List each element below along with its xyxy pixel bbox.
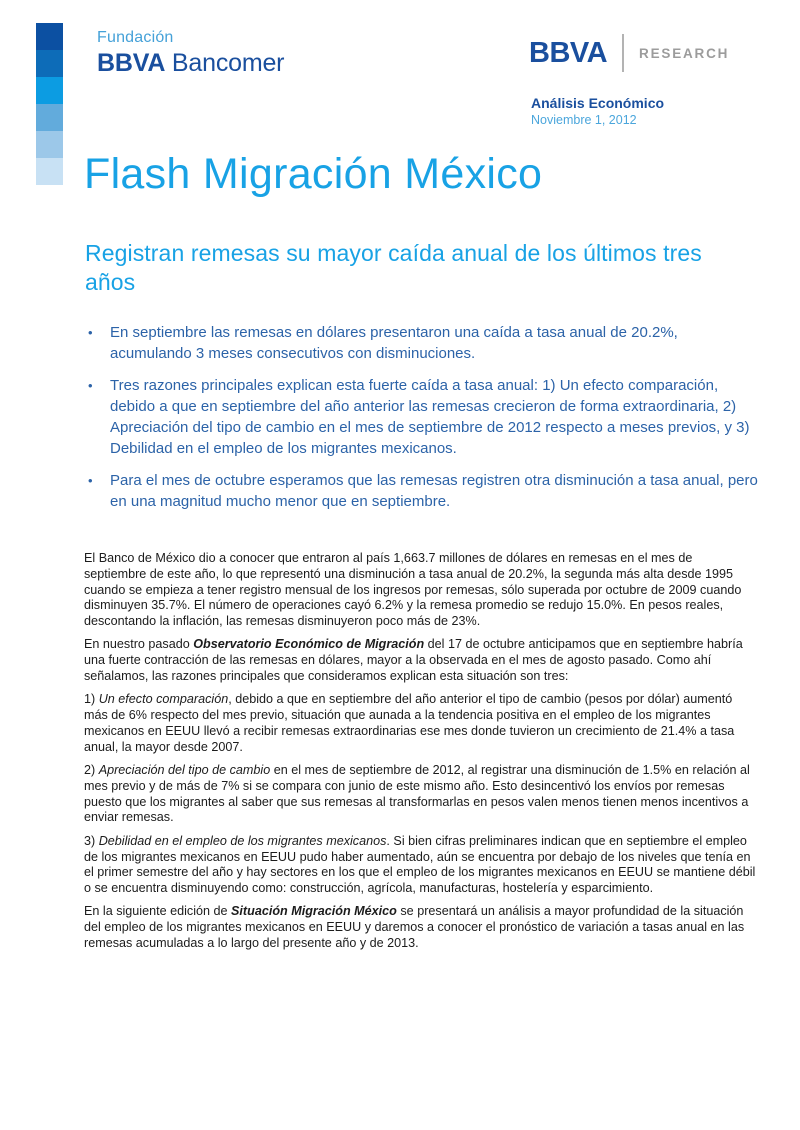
bbva-bancomer-bancomer-text: Bancomer	[165, 49, 285, 77]
key-point-item	[88, 375, 763, 459]
body-paragraph	[84, 637, 758, 684]
bbva-research-logo	[529, 34, 729, 72]
bbva-logo-text: BBVA	[529, 36, 608, 69]
key-point-text: En septiembre las remesas en dólares presentaron una caída a tasa anual de 20.2%, acumulando 3 meses consecutivos con disminuciones.	[110, 324, 678, 362]
body-paragraph	[84, 834, 758, 897]
body-text	[84, 551, 758, 959]
fundacion-label: Fundación	[97, 29, 174, 46]
key-point-item	[88, 470, 763, 512]
logo-divider	[622, 34, 624, 72]
bullet-icon: •	[88, 378, 93, 393]
document-meta	[531, 96, 664, 127]
body-paragraph	[84, 904, 758, 951]
publication-date: Noviembre 1, 2012	[531, 113, 637, 127]
paragraph-segment: Un efecto comparación	[98, 692, 229, 707]
brand-square	[36, 104, 63, 131]
page-subtitle: Registran remesas su mayor caída anual de los últimos tres años	[85, 240, 702, 295]
body-paragraph	[84, 692, 758, 755]
key-point-text: Tres razones principales explican esta fuerte caída a tasa anual: 1) Un efecto comparación, debido a que en septiembre del año anterior las remesas crecieron de forma extraordinaria, 2) Apreciación del tipo de cambio en el mes de septiembre de 2012 respecto a meses previos, y 3) Debilidad en el empleo de los migrantes mexicanos.	[110, 377, 750, 457]
paragraph-segment: 3)	[84, 833, 99, 848]
brand-square	[36, 77, 63, 104]
paragraph-segment: El Banco de México dio a conocer que entraron al país 1,663.7 millones de dólares en remesas en el mes de septiembre de este año, lo que representó una disminución a tasa anual de 20.2%, la segunda más alta desde 1995 cuando se empieza a tener registro mensual de los ingresos por remesas, sólo superada por octubre de 2009 cuando disminuyen 35.7%. El número de operaciones cayó 6.2% y la remesa promedio se redujo 15.0%. En pesos reales, descontando la inflación, las remesas disminuyeron poco más de 23%.	[84, 551, 742, 629]
paragraph-segment: en el mes de septiembre de 2012, al registrar una disminución de 1.5% en relación al mes previo y de más de 7% si se compara con junio de este mismo año. Esto desincentivó los envíos por remesas puesto que los migrantes al saber que sus remesas al transformarlas en pesos valen menos tienen menos incentivos a enviar remesas.	[84, 763, 750, 825]
paragraph-segment: 1)	[84, 692, 99, 707]
brand-square	[36, 131, 63, 158]
paragraph-segment: , debido a que en septiembre del año anterior el tipo de cambio (pesos por dólar) aumentó más de 6% respecto del mes previo, situación que aunada a la tendencia positiva en el empleo de los migrantes mexicanos en EEUU llevó a recibir remesas extraordinarias ese mes donde tuvieron un crecimiento de 21.4% a tasa anual, la mayor desde 2007.	[84, 692, 735, 754]
bullet-icon: •	[88, 473, 93, 488]
key-points-list	[88, 322, 763, 523]
body-paragraph	[84, 763, 758, 826]
key-point-text: Para el mes de octubre esperamos que las remesas registren otra disminución a tasa anual, pero en una magnitud mucho menor que en septiembre.	[110, 472, 758, 510]
section-label: Análisis Económico	[531, 95, 665, 111]
paragraph-segment: En nuestro pasado	[84, 637, 194, 652]
brand-square	[36, 23, 63, 50]
key-point-item	[88, 322, 763, 364]
paragraph-segment: del 17 de octubre anticipamos que en septiembre habría una fuerte contracción de las remesas en dólares, mayor a la observada en el mes de agosto pasado. Como ahí señalamos, las razones principales que consideramos explican esta situación son tres:	[84, 637, 743, 684]
paragraph-segment: 2)	[84, 763, 99, 778]
paragraph-segment: . Si bien cifras preliminares indican que en septiembre el empleo de los migrantes mexicanos en EEUU pudo haber aumentado, aún se encuentra por debajo de los niveles que tenía en el primer semestre del año y hay sectores en los que el empleo de los migrantes mexicanos en EEUU se mantiene débil o se encuentra disminuyendo como: construcción, agrícola, manufacturas, hostelería y esparcimiento.	[84, 833, 756, 896]
page-title: Flash Migración México	[84, 150, 543, 198]
bbva-bancomer-bbva-text: BBVA	[97, 49, 166, 77]
paragraph-segment: En la siguiente edición de	[84, 904, 232, 919]
paragraph-segment: Observatorio Económico de Migración	[193, 637, 425, 652]
paragraph-segment: Apreciación del tipo de cambio	[98, 763, 271, 778]
research-label: RESEARCH	[639, 45, 730, 61]
paragraph-segment: Debilidad en el empleo de los migrantes mexicanos	[98, 833, 387, 848]
brand-square	[36, 158, 63, 185]
paragraph-segment: Situación Migración México	[231, 904, 397, 919]
paragraph-segment: se presentará un análisis a mayor profundidad de la situación del empleo de los migrantes mexicanos en EEUU y daremos a conocer el pronóstico de variación a tasas anual en las remesas acumuladas a lo largo del presente año y de 2013.	[84, 904, 745, 951]
fundacion-bbva-bancomer-logo	[97, 30, 284, 76]
body-paragraph	[84, 551, 758, 630]
bullet-icon: •	[88, 325, 93, 340]
bbva-bancomer-wordmark	[97, 51, 284, 76]
brand-square	[36, 50, 63, 77]
bbva-brand-squares	[36, 23, 63, 185]
